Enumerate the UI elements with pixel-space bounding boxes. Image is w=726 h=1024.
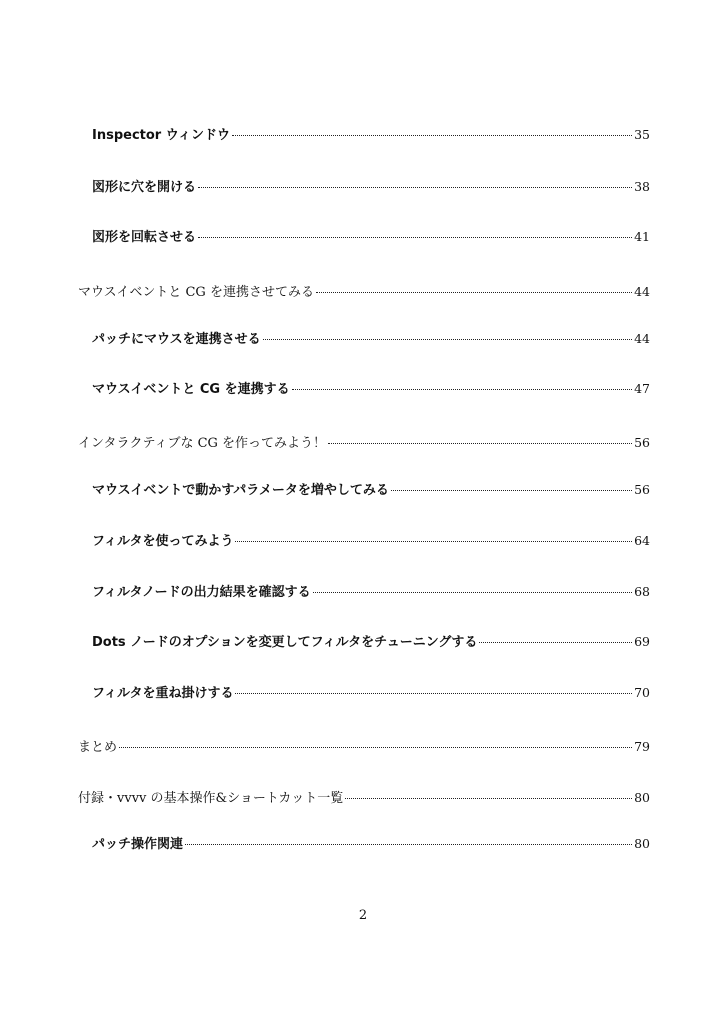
toc-entry-title: Dots ノードのオプションを変更してフィルタをチューニングする bbox=[92, 635, 478, 650]
toc-entry-page: 41 bbox=[634, 229, 650, 244]
toc-entry[interactable] bbox=[92, 836, 650, 853]
toc-entry-title: マウスイベントと CG を連携する bbox=[92, 382, 290, 397]
toc-leader-dots bbox=[198, 187, 632, 188]
toc-leader-dots bbox=[235, 693, 632, 694]
toc-leader-dots bbox=[345, 798, 632, 799]
toc-entry[interactable] bbox=[92, 381, 650, 398]
toc-entry-page: 44 bbox=[634, 331, 650, 346]
toc-entry-page: 38 bbox=[634, 179, 650, 194]
toc-entry[interactable] bbox=[78, 435, 650, 452]
toc-entry-page: 35 bbox=[634, 127, 650, 142]
toc-entry-page: 69 bbox=[634, 634, 650, 649]
toc-entry-page: 56 bbox=[634, 482, 650, 497]
toc-leader-dots bbox=[185, 844, 632, 845]
toc-entry-title: マウスイベントで動かすパラメータを増やしてみる bbox=[92, 483, 389, 498]
toc-leader-dots bbox=[235, 541, 632, 542]
toc-entry-page: 68 bbox=[634, 584, 650, 599]
toc-leader-dots bbox=[313, 592, 632, 593]
toc-entry[interactable] bbox=[92, 179, 650, 196]
toc-entry-title: インタラクティブな CG を作ってみよう！ bbox=[78, 436, 327, 451]
toc-entry-title: フィルタノードの出力結果を確認する bbox=[92, 585, 311, 600]
toc-entry-page: 47 bbox=[634, 381, 650, 396]
toc-entry[interactable] bbox=[92, 331, 650, 348]
toc-entry[interactable] bbox=[92, 685, 650, 702]
toc-entry-title: 付録・vvvv の基本操作&ショートカット一覧 bbox=[78, 791, 344, 806]
toc-entry-page: 80 bbox=[634, 790, 650, 805]
toc-leader-dots bbox=[328, 443, 632, 444]
toc-entry-title: Inspector ウィンドウ bbox=[92, 128, 230, 143]
toc-leader-dots bbox=[316, 292, 632, 293]
toc-entry[interactable] bbox=[92, 533, 650, 550]
toc-entry[interactable] bbox=[92, 584, 650, 601]
toc-entry-title: まとめ bbox=[78, 740, 118, 755]
toc-leader-dots bbox=[198, 237, 632, 238]
toc-leader-dots bbox=[391, 490, 632, 491]
toc-leader-dots bbox=[292, 389, 632, 390]
page-number: 2 bbox=[358, 908, 368, 923]
toc-leader-dots bbox=[479, 642, 632, 643]
toc-entry-title: マウスイベントと CG を連携させてみる bbox=[78, 285, 314, 300]
toc-entry-page: 79 bbox=[634, 739, 650, 754]
toc-entry[interactable] bbox=[92, 634, 650, 651]
toc-entry-page: 70 bbox=[634, 685, 650, 700]
toc-entry-page: 64 bbox=[634, 533, 650, 548]
toc-entry[interactable] bbox=[92, 127, 650, 144]
toc-entry[interactable] bbox=[78, 284, 650, 301]
toc-entry-title: 図形に穴を開ける bbox=[92, 180, 197, 195]
toc-entry-page: 44 bbox=[634, 284, 650, 299]
toc-leader-dots bbox=[232, 135, 632, 136]
toc-entry-title: パッチにマウスを連携させる bbox=[92, 332, 261, 347]
toc-entry-title: フィルタを重ね掛けする bbox=[92, 686, 234, 701]
toc-entry[interactable] bbox=[92, 482, 650, 499]
toc-entry[interactable] bbox=[78, 739, 650, 756]
toc-leader-dots bbox=[119, 747, 632, 748]
toc-entry-page: 56 bbox=[634, 435, 650, 450]
toc-entry-title: フィルタを使ってみよう bbox=[92, 534, 234, 549]
toc-entry[interactable] bbox=[78, 790, 650, 807]
toc-entry[interactable] bbox=[92, 229, 650, 246]
toc-leader-dots bbox=[263, 339, 632, 340]
toc-entry-page: 80 bbox=[634, 836, 650, 851]
toc-entry-title: パッチ操作関連 bbox=[92, 837, 184, 852]
toc-entry-title: 図形を回転させる bbox=[92, 230, 197, 245]
